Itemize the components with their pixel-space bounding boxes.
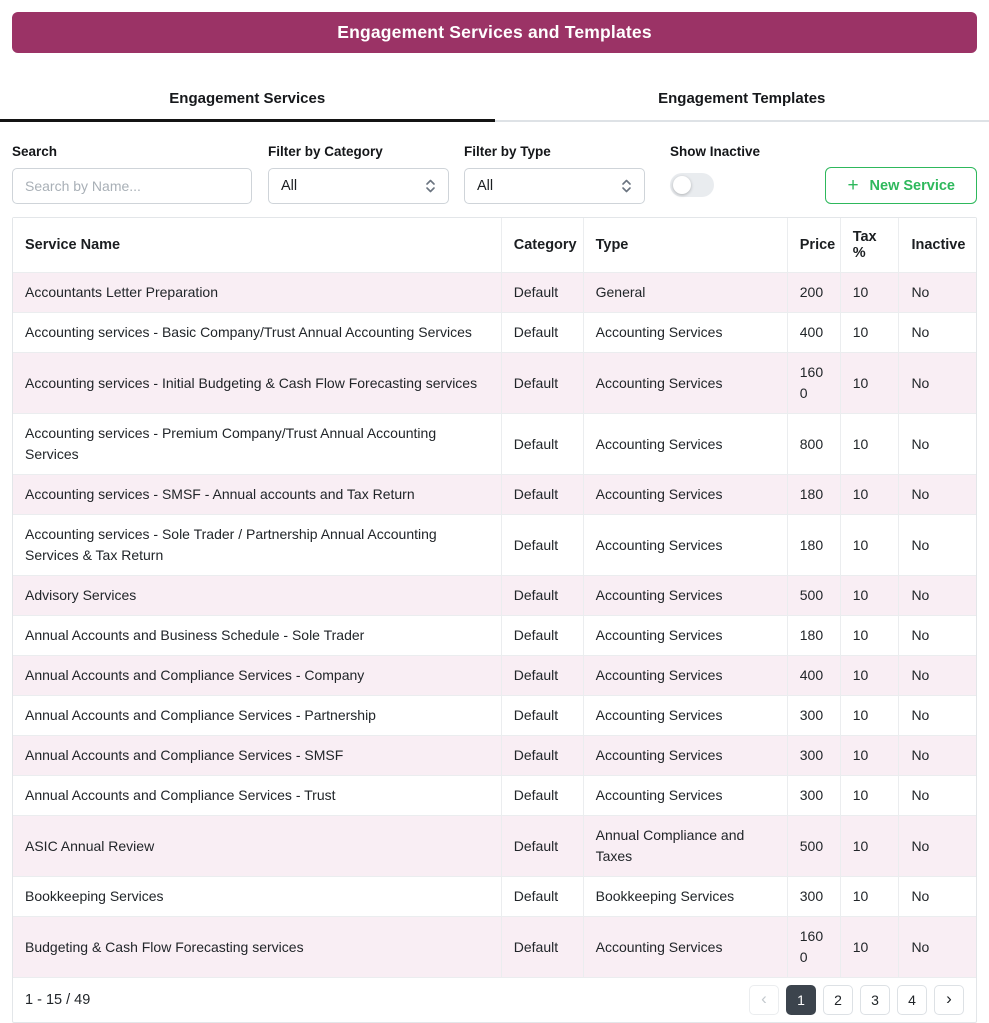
table-cell: Accounting Services (583, 616, 787, 656)
table-cell: Bookkeeping Services (583, 877, 787, 917)
table-cell: 10 (840, 656, 899, 696)
results-range: 1 - 15 / 49 (25, 992, 90, 1008)
table-cell: 10 (840, 917, 899, 978)
category-filter-label: Filter by Category (268, 144, 449, 159)
table-cell: Accounting services - Premium Company/Trust Annual Accounting Services (13, 414, 501, 475)
page-button-4[interactable]: 4 (897, 985, 927, 1015)
table-cell: Accounting Services (583, 515, 787, 576)
table-cell: General (583, 273, 787, 313)
table-cell: Default (501, 353, 583, 414)
new-service-button[interactable] (825, 167, 977, 204)
type-filter-group (464, 144, 645, 204)
table-cell: Bookkeeping Services (13, 877, 501, 917)
search-label: Search (12, 144, 252, 159)
services-table (13, 218, 976, 978)
show-inactive-label: Show Inactive (670, 144, 760, 159)
table-cell: 10 (840, 353, 899, 414)
search-input[interactable] (12, 168, 252, 204)
column-header-inactive: Inactive (899, 218, 976, 273)
page-button-2[interactable]: 2 (823, 985, 853, 1015)
table-cell: 10 (840, 776, 899, 816)
type-select-value: All (477, 178, 493, 194)
column-header-tax: Tax % (840, 218, 899, 273)
table-cell: No (899, 475, 976, 515)
table-row[interactable] (13, 576, 976, 616)
table-cell: 10 (840, 816, 899, 877)
toggle-knob (673, 176, 691, 194)
table-cell: 400 (787, 656, 840, 696)
table-cell: Accounting services - Sole Trader / Partnership Annual Accounting Services & Tax Return (13, 515, 501, 576)
table-cell: 10 (840, 414, 899, 475)
chevron-updown-icon (425, 178, 436, 194)
table-cell: Accounting Services (583, 917, 787, 978)
table-cell: Annual Accounts and Compliance Services - Company (13, 656, 501, 696)
previous-page-button[interactable]: ‹ (749, 985, 779, 1015)
type-select[interactable] (464, 168, 645, 204)
table-cell: Default (501, 736, 583, 776)
table-row[interactable] (13, 736, 976, 776)
table-cell: 300 (787, 736, 840, 776)
table-cell: Advisory Services (13, 576, 501, 616)
show-inactive-toggle[interactable] (670, 173, 714, 197)
table-cell: Accounting Services (583, 353, 787, 414)
table-cell: Accounting services - Basic Company/Trust Annual Accounting Services (13, 313, 501, 353)
type-filter-label: Filter by Type (464, 144, 645, 159)
table-cell: 10 (840, 877, 899, 917)
table-cell: Default (501, 273, 583, 313)
table-cell: Default (501, 776, 583, 816)
table-cell: Annual Accounts and Business Schedule - Sole Trader (13, 616, 501, 656)
table-cell: 1600 (787, 917, 840, 978)
table-cell: No (899, 877, 976, 917)
table-cell: No (899, 515, 976, 576)
table-row[interactable] (13, 353, 976, 414)
table-cell: No (899, 273, 976, 313)
table-cell: Accounting Services (583, 313, 787, 353)
table-cell: 500 (787, 576, 840, 616)
table-cell: Accounting Services (583, 576, 787, 616)
category-filter-group (268, 144, 449, 204)
new-service-button-label: New Service (870, 178, 955, 194)
table-cell: Accounting services - SMSF - Annual accounts and Tax Return (13, 475, 501, 515)
category-select[interactable] (268, 168, 449, 204)
table-cell: 1600 (787, 353, 840, 414)
table-cell: 180 (787, 475, 840, 515)
search-group (12, 144, 252, 204)
table-cell: Default (501, 475, 583, 515)
table-cell: 10 (840, 736, 899, 776)
table-cell: No (899, 917, 976, 978)
tab-engagement-services[interactable]: Engagement Services (0, 82, 495, 122)
table-cell: Annual Accounts and Compliance Services - Partnership (13, 696, 501, 736)
table-cell: No (899, 656, 976, 696)
table-cell: 10 (840, 515, 899, 576)
table-cell: Accounting Services (583, 475, 787, 515)
column-header-type: Type (583, 218, 787, 273)
table-body (13, 273, 976, 978)
table-cell: 10 (840, 313, 899, 353)
page-button-3[interactable]: 3 (860, 985, 890, 1015)
tab-bar (0, 82, 989, 122)
table-cell: 180 (787, 515, 840, 576)
table-row[interactable] (13, 273, 976, 313)
table-cell: Accounting services - Initial Budgeting & Cash Flow Forecasting services (13, 353, 501, 414)
pagination-pages (786, 985, 927, 1015)
table-cell: 200 (787, 273, 840, 313)
table-cell: Default (501, 696, 583, 736)
table-row[interactable] (13, 656, 976, 696)
table-cell: 800 (787, 414, 840, 475)
table-row[interactable] (13, 696, 976, 736)
filter-toolbar (12, 144, 977, 204)
plus-icon: + (847, 176, 858, 195)
table-cell: Annual Accounts and Compliance Services - Trust (13, 776, 501, 816)
table-cell: No (899, 576, 976, 616)
category-select-value: All (281, 178, 297, 194)
table-cell: Default (501, 656, 583, 696)
table-cell: Default (501, 313, 583, 353)
table-cell: Accounting Services (583, 736, 787, 776)
table-cell: Default (501, 414, 583, 475)
table-cell: Accounting Services (583, 696, 787, 736)
page-button-1[interactable]: 1 (786, 985, 816, 1015)
table-row[interactable] (13, 917, 976, 978)
table-cell: 180 (787, 616, 840, 656)
table-row[interactable] (13, 475, 976, 515)
page-title-bar (12, 12, 977, 53)
table-cell: Default (501, 917, 583, 978)
pagination (749, 985, 964, 1015)
table-cell: 500 (787, 816, 840, 877)
table-cell: Default (501, 816, 583, 877)
table-cell: No (899, 696, 976, 736)
column-header-price: Price (787, 218, 840, 273)
table-cell: Accountants Letter Preparation (13, 273, 501, 313)
table-row[interactable] (13, 776, 976, 816)
table-row[interactable] (13, 515, 976, 576)
next-page-button[interactable]: › (934, 985, 964, 1015)
table-cell: Default (501, 877, 583, 917)
table-cell: Accounting Services (583, 414, 787, 475)
table-row[interactable] (13, 616, 976, 656)
table-cell: 10 (840, 616, 899, 656)
table-cell: Default (501, 515, 583, 576)
table-cell: No (899, 816, 976, 877)
table-cell: 300 (787, 776, 840, 816)
tab-engagement-templates[interactable]: Engagement Templates (495, 82, 989, 122)
table-cell: Default (501, 616, 583, 656)
column-header-category: Category (501, 218, 583, 273)
table-cell: 10 (840, 576, 899, 616)
table-row[interactable] (13, 816, 976, 877)
services-table-container (12, 217, 977, 1023)
table-cell: Accounting Services (583, 656, 787, 696)
table-cell: Annual Compliance and Taxes (583, 816, 787, 877)
table-cell: Accounting Services (583, 776, 787, 816)
table-cell: 300 (787, 696, 840, 736)
table-cell: No (899, 313, 976, 353)
chevron-updown-icon (621, 178, 632, 194)
table-row[interactable] (13, 414, 976, 475)
table-cell: 10 (840, 696, 899, 736)
table-cell: Annual Accounts and Compliance Services - SMSF (13, 736, 501, 776)
table-row[interactable] (13, 313, 976, 353)
table-cell: 10 (840, 273, 899, 313)
page-title: Engagement Services and Templates (337, 22, 652, 43)
table-cell: No (899, 414, 976, 475)
table-cell: ASIC Annual Review (13, 816, 501, 877)
table-cell: No (899, 776, 976, 816)
table-cell: 300 (787, 877, 840, 917)
table-cell: Budgeting & Cash Flow Forecasting services (13, 917, 501, 978)
table-cell: No (899, 616, 976, 656)
show-inactive-group (670, 144, 760, 197)
table-cell: 400 (787, 313, 840, 353)
table-cell: Default (501, 576, 583, 616)
table-cell: 10 (840, 475, 899, 515)
table-row[interactable] (13, 877, 976, 917)
table-header (13, 218, 976, 273)
column-header-service-name: Service Name (13, 218, 501, 273)
table-footer (13, 978, 976, 1022)
table-cell: No (899, 353, 976, 414)
table-cell: No (899, 736, 976, 776)
